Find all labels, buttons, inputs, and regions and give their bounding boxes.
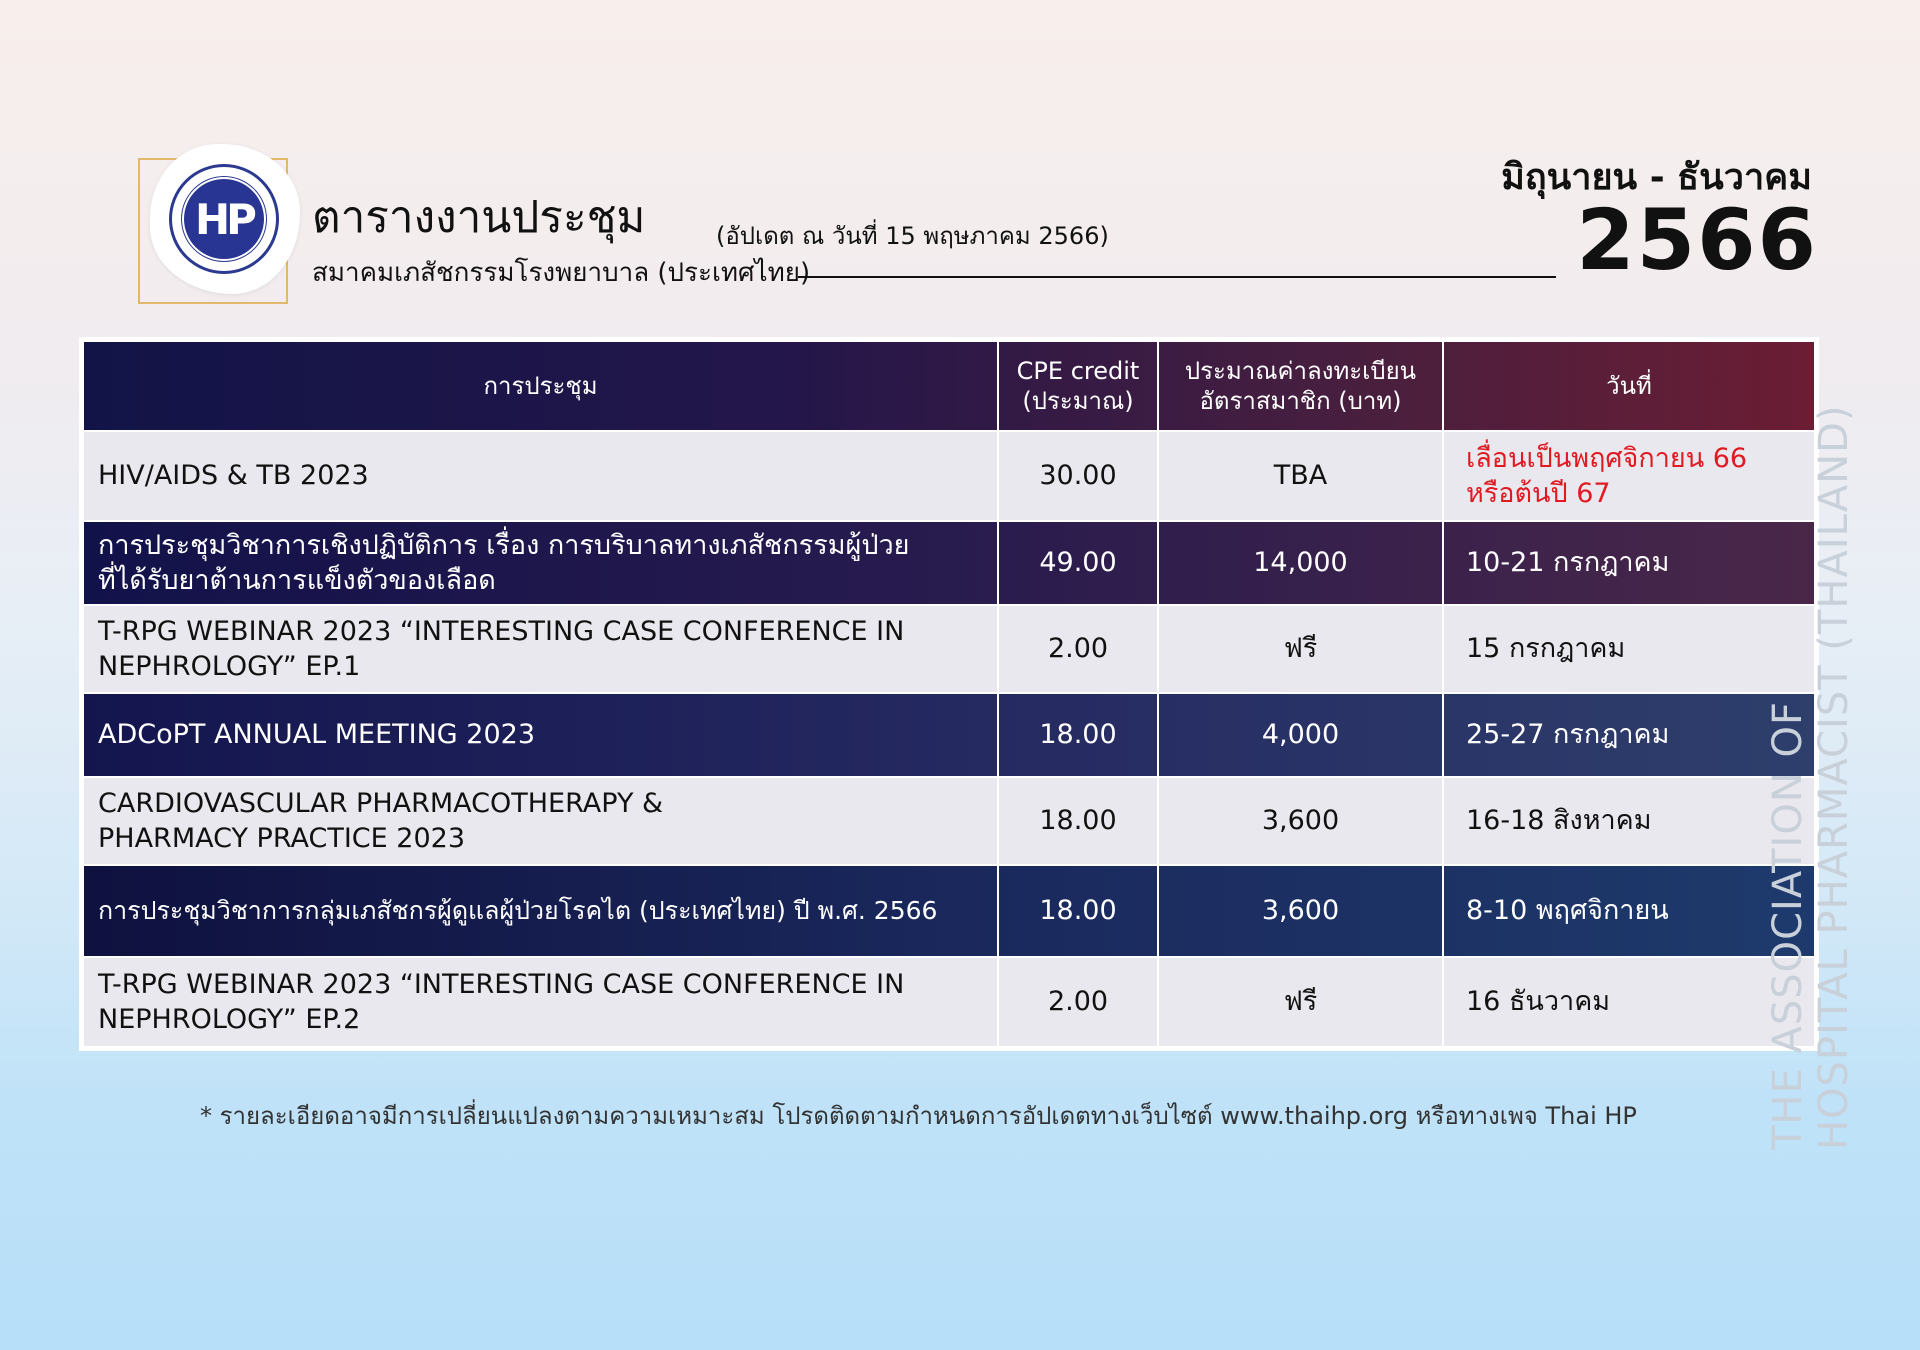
cpe-credit: 18.00 — [998, 865, 1158, 957]
schedule-year: 2566 — [1576, 191, 1818, 289]
meeting-name — [83, 777, 998, 865]
association-logo — [138, 158, 296, 308]
table-row — [83, 957, 1815, 1047]
header-cpe-line2: (ประมาณ) — [1022, 387, 1134, 415]
meeting-date: 10-21 กรกฎาคม — [1443, 521, 1815, 605]
name-line2: PHARMACY PRACTICE 2023 — [98, 823, 466, 854]
cpe-credit: 18.00 — [998, 693, 1158, 777]
table-row — [83, 431, 1815, 521]
meeting-name — [83, 521, 998, 605]
table-header-row — [83, 341, 1815, 431]
name-line2: NEPHROLOGY” EP.1 — [98, 651, 361, 682]
meeting-date: 16-18 สิงหาคม — [1443, 777, 1815, 865]
header-cpe-credit — [998, 341, 1158, 431]
cpe-credit: 30.00 — [998, 431, 1158, 521]
name-line2: NEPHROLOGY” EP.2 — [98, 1004, 361, 1035]
meeting-date: 16 ธันวาคม — [1443, 957, 1815, 1047]
watermark-line2: HOSPITAL PHARMACIST (THAILAND) — [1811, 404, 1857, 1150]
name-line2: ที่ได้รับยาต้านการแข็งตัวของเลือด — [98, 565, 496, 596]
meeting-schedule-table — [82, 340, 1816, 1048]
name-line1: T-RPG WEBINAR 2023 “INTERESTING CASE CONFERENCE IN — [98, 968, 905, 1000]
table-row — [83, 605, 1815, 693]
table-row — [83, 693, 1815, 777]
header-fee-line2: อัตราสมาชิก (บาท) — [1199, 387, 1402, 415]
name-line1: T-RPG WEBINAR 2023 “INTERESTING CASE CONFERENCE IN — [98, 615, 905, 647]
registration-fee: 4,000 — [1158, 693, 1443, 777]
schedule-period: มิถุนายน - ธันวาคม — [1501, 157, 1812, 198]
date-line1: เลื่อนเป็นพฤศจิกายน 66 — [1466, 442, 1748, 474]
date-line2: หรือต้นปี 67 — [1466, 478, 1611, 509]
watermark-line1: THE ASSOCIATION OF — [1765, 701, 1811, 1150]
registration-fee: ฟรี — [1158, 605, 1443, 693]
header-registration-fee — [1158, 341, 1443, 431]
logo-hp-mark: HP — [184, 179, 264, 259]
table-row — [83, 865, 1815, 957]
meeting-name — [83, 605, 998, 693]
name-line1: CARDIOVASCULAR PHARMACOTHERAPY & — [98, 787, 664, 819]
cpe-credit: 49.00 — [998, 521, 1158, 605]
side-watermark — [1765, 404, 1857, 1150]
meeting-name: ADCoPT ANNUAL MEETING 2023 — [83, 693, 998, 777]
name-line1: การประชุมวิชาการเชิงปฏิบัติการ เรื่อง การบริบาลทางเภสัชกรรมผู้ป่วย — [98, 529, 910, 561]
registration-fee: 3,600 — [1158, 777, 1443, 865]
header-meeting: การประชุม — [83, 341, 998, 431]
header-fee-line1: ประมาณค่าลงทะเบียน — [1184, 357, 1417, 385]
page-title: ตารางงานประชุม — [312, 192, 646, 243]
header-cpe-line1: CPE credit — [1016, 357, 1140, 385]
logo-seal — [169, 164, 279, 274]
registration-fee: ฟรี — [1158, 957, 1443, 1047]
cpe-credit: 18.00 — [998, 777, 1158, 865]
cpe-credit: 2.00 — [998, 605, 1158, 693]
cpe-credit: 2.00 — [998, 957, 1158, 1047]
registration-fee: 3,600 — [1158, 865, 1443, 957]
meeting-date: 8-10 พฤศจิกายน — [1443, 865, 1815, 957]
meeting-date: 25-27 กรกฎาคม — [1443, 693, 1815, 777]
registration-fee: 14,000 — [1158, 521, 1443, 605]
meeting-name: การประชุมวิชาการกลุ่มเภสัชกรผู้ดูแลผู้ป่วยโรคไต (ประเทศไทย) ปี พ.ศ. 2566 — [83, 865, 998, 957]
update-note: (อัปเดต ณ วันที่ 15 พฤษภาคม 2566) — [716, 222, 1109, 250]
header-date: วันที่ — [1443, 341, 1815, 431]
table-row — [83, 777, 1815, 865]
meeting-date — [1443, 431, 1815, 521]
footnote: * รายละเอียดอาจมีการเปลี่ยนแปลงตามความเหมาะสม โปรดติดตามกำหนดการอัปเดตทางเว็บไซต์ www.thaihp.org หรือทางเพจ Thai HP — [200, 1102, 1637, 1130]
meeting-name: HIV/AIDS & TB 2023 — [83, 431, 998, 521]
meeting-date: 15 กรกฎาคม — [1443, 605, 1815, 693]
organization-name: สมาคมเภสัชกรรมโรงพยาบาล (ประเทศไทย) — [312, 258, 811, 288]
registration-fee: TBA — [1158, 431, 1443, 521]
title-underline — [798, 276, 1556, 278]
table-row — [83, 521, 1815, 605]
meeting-name — [83, 957, 998, 1047]
